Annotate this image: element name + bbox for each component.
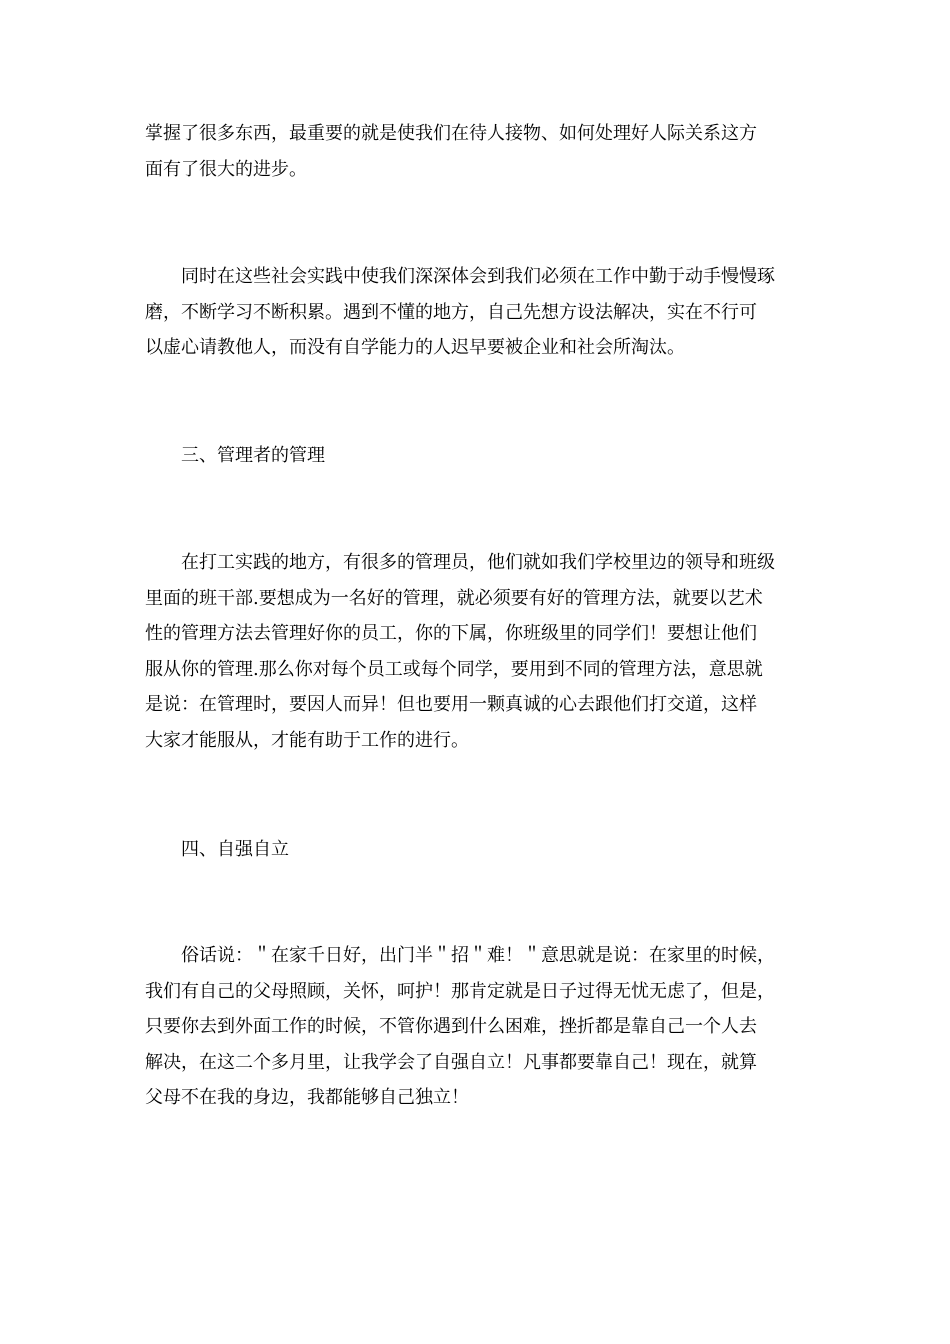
- text-line: 掌握了很多东西，最重要的就是使我们在待人接物、如何处理好人际关系这方: [145, 123, 757, 144]
- text-line: 服从你的管理.那么你对每个员工或每个同学，要用到不同的管理方法，意思就: [145, 658, 763, 680]
- text-line: 大家才能服从，才能有助于工作的进行。: [145, 729, 469, 751]
- section-heading-self-reliance: [145, 832, 815, 868]
- text-line: 里面的班干部.要想成为一名好的管理，就必须要有好的管理方法，就要以艺术: [145, 587, 763, 609]
- text-line: 磨，不断学习不断积累。遇到不懂的地方，自己先想方设法解决，实在不行可: [145, 301, 757, 323]
- paragraph-self-learning: [145, 259, 815, 366]
- text-line: 同时在这些社会实践中使我们深深体会到我们必须在工作中勤于动手慢慢琢: [145, 266, 775, 287]
- heading-text: 三、管理者的管理: [145, 445, 325, 466]
- text-line: 只要你去到外面工作的时候，不管你遇到什么困难，挫折都是靠自己一个人去: [145, 1016, 757, 1037]
- text-line: 父母不在我的身边，我都能够自己独立！: [145, 1087, 469, 1108]
- text-line: 俗话说：＂在家千日好，出门半＂招＂难！＂意思就是说：在家里的时候，: [145, 945, 775, 966]
- text-line: 解决，在这二个多月里，让我学会了自强自立！凡事都要靠自己！现在，就算: [145, 1051, 757, 1073]
- text-line: 我们有自己的父母照顾，关怀，呵护！那肯定就是日子过得无忧无虑了，但是，: [145, 980, 775, 1002]
- section-heading-management: [145, 438, 815, 474]
- text-line: 性的管理方法去管理好你的员工，你的下属，你班级里的同学们！要想让他们: [145, 623, 757, 644]
- text-line: 在打工实践的地方，有很多的管理员，他们就如我们学校里边的领导和班级: [145, 552, 775, 573]
- paragraph-management: [145, 545, 815, 758]
- text-line: 是说：在管理时，要因人而异！但也要用一颗真诚的心去跟他们打交道，这样: [145, 694, 757, 715]
- text-line: 面有了很大的进步。: [145, 158, 307, 180]
- paragraph-interpersonal: [145, 116, 815, 187]
- heading-text: 四、自强自立: [145, 839, 289, 860]
- text-line: 以虚心请教他人，而没有自学能力的人迟早要被企业和社会所淘汰。: [145, 337, 685, 358]
- paragraph-self-reliance: [145, 938, 815, 1116]
